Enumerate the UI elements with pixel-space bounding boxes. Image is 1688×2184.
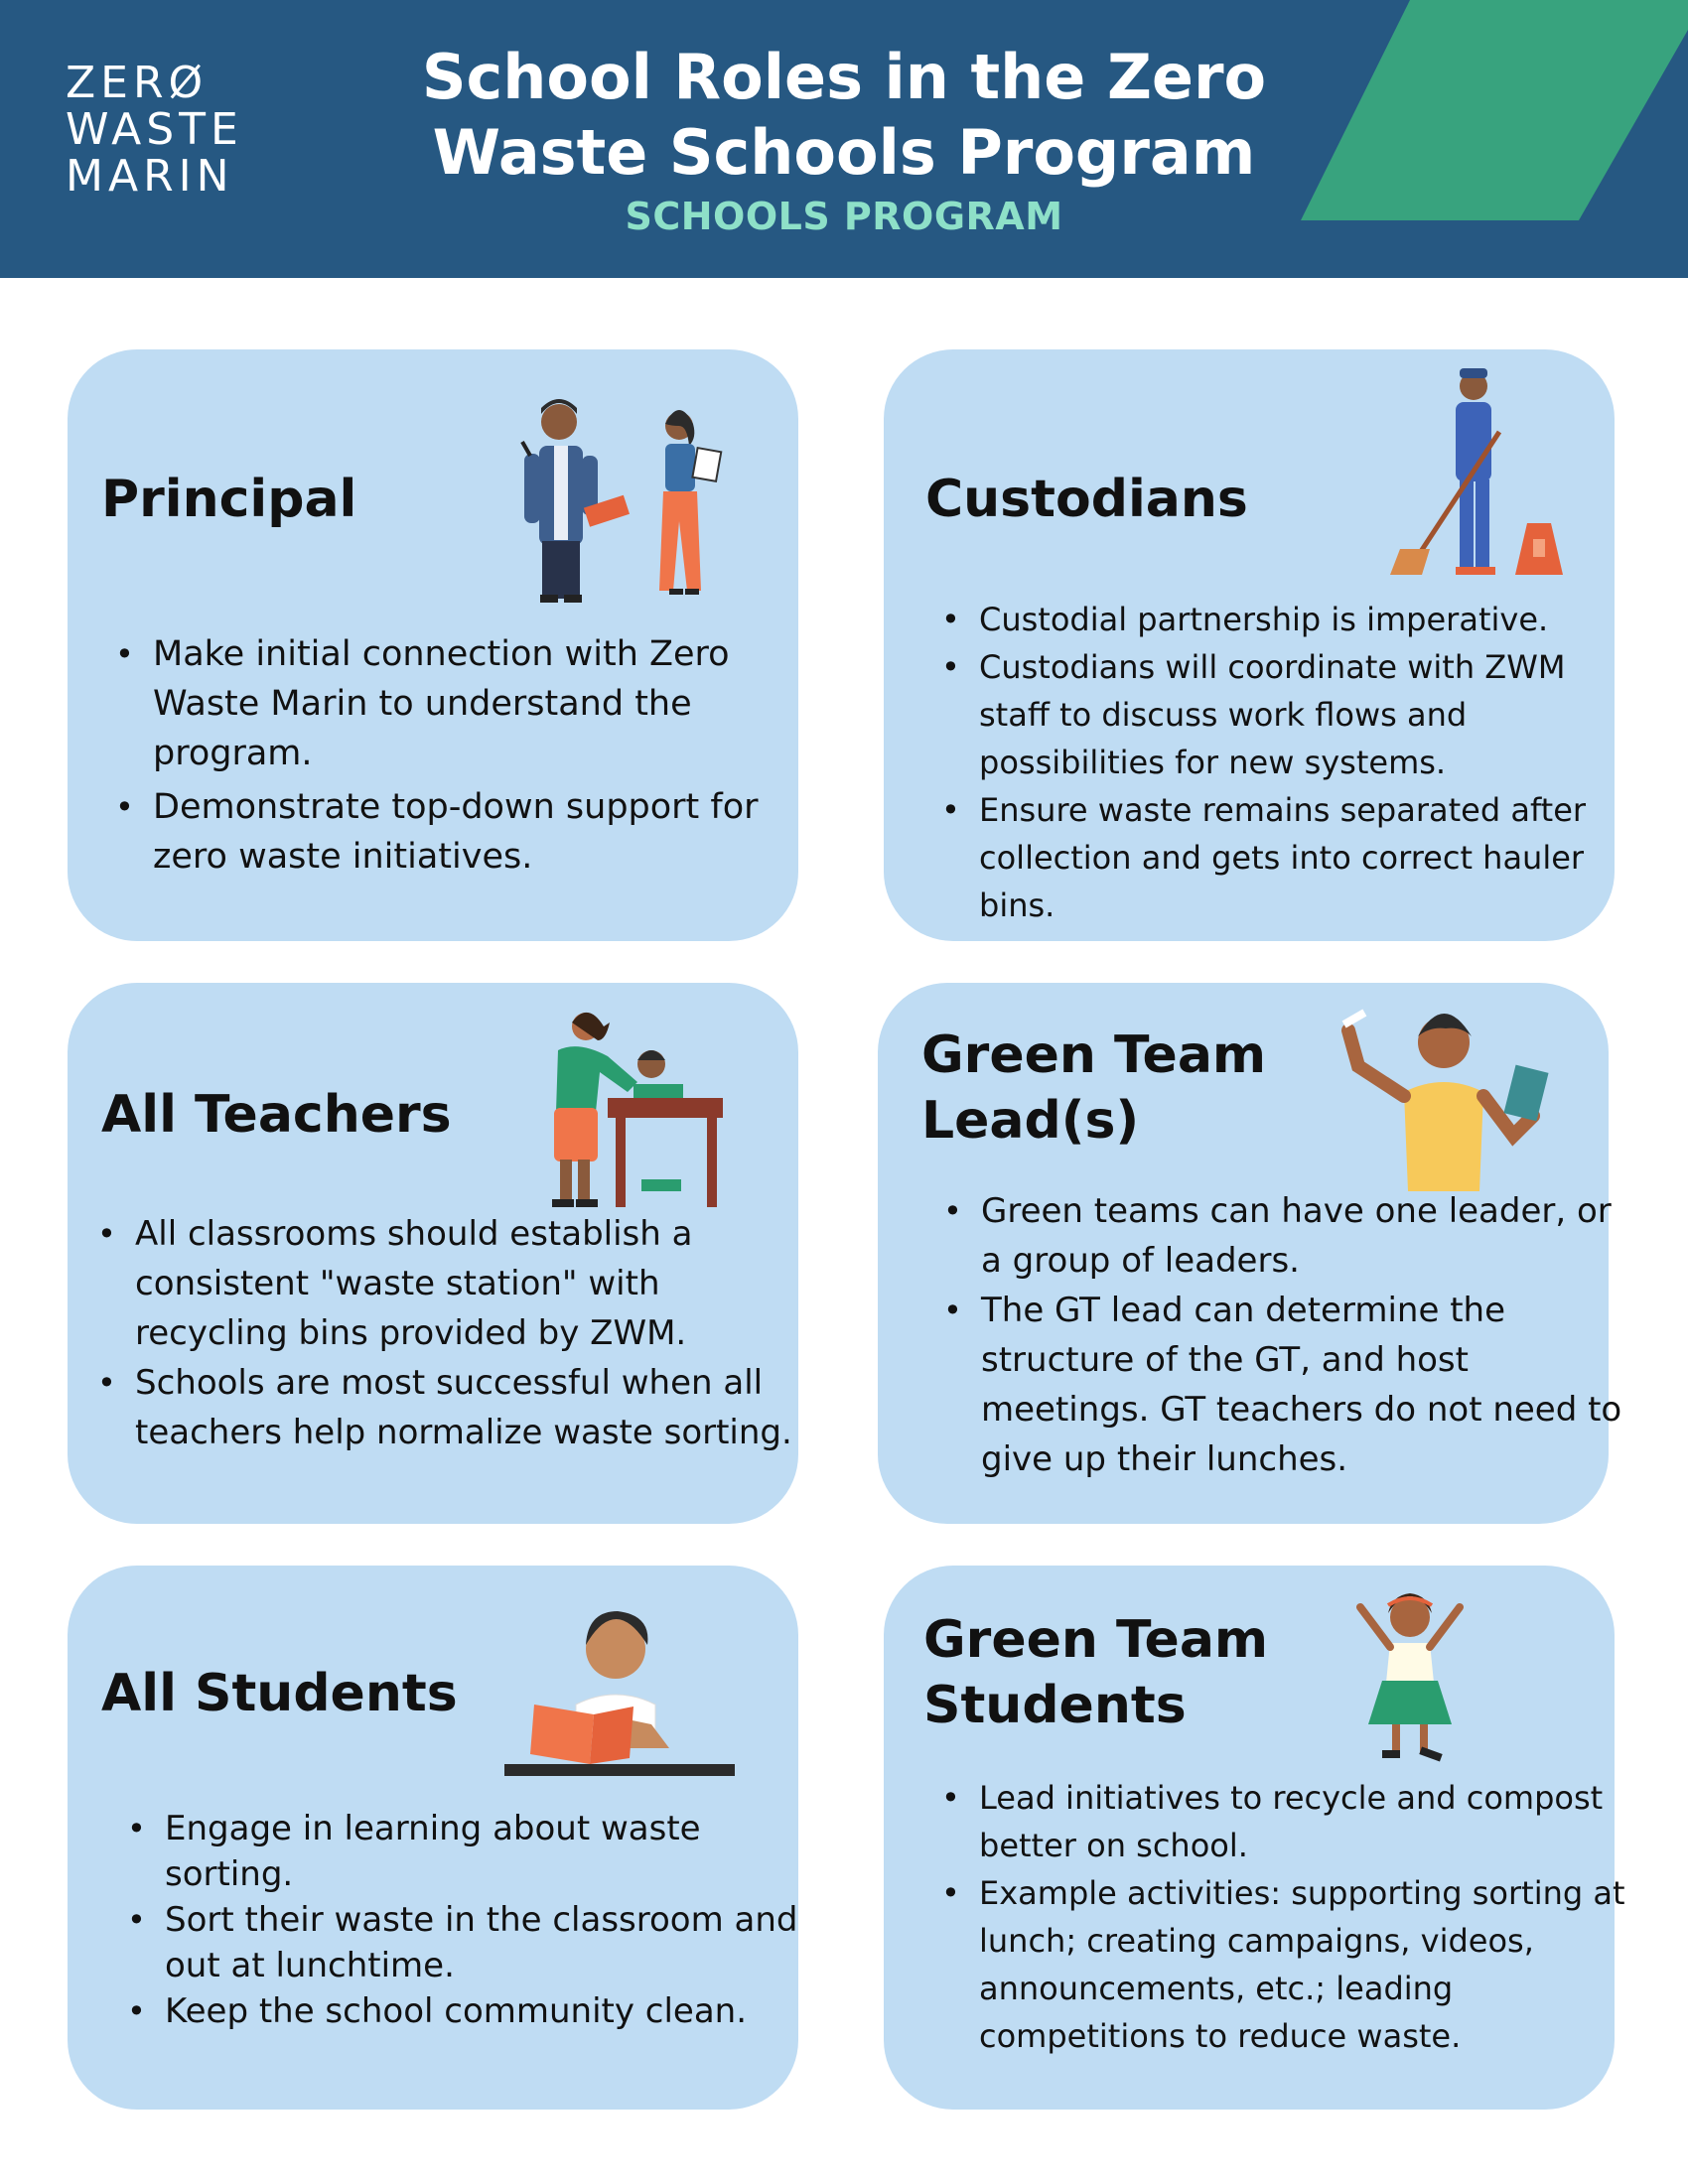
card-title-line-1: Green Team: [923, 1610, 1269, 1670]
logo-line-3: MARIN: [66, 151, 234, 202]
logo-line-1: ZERØ: [66, 58, 209, 108]
list-item: • The GT lead can determine the structure of the GT, and host meetings. GT teachers do not need to give up their lunches.: [981, 1286, 1626, 1484]
teacher-with-book-illustration: [1325, 993, 1563, 1191]
header-banner: [0, 0, 1688, 278]
page-subtitle: SCHOOLS PROGRAM: [625, 195, 1063, 238]
cheering-student-illustration: [1321, 1575, 1499, 1774]
list-item: • Make initial connection with Zero Waste Marin to understand the program.: [153, 629, 798, 778]
title-line-1: School Roles in the Zero: [421, 41, 1267, 113]
card-all-students: [68, 1566, 798, 2110]
list-item: • Green teams can have one leader, or a group of leaders.: [981, 1186, 1626, 1286]
card-custodians: [884, 349, 1615, 941]
zero-waste-marin-logo: [66, 60, 243, 200]
card-title: [923, 1607, 1268, 1738]
logo-line-2: WASTE: [66, 104, 243, 155]
card-title: All Teachers: [101, 1085, 452, 1145]
card-green-team-students: [884, 1566, 1625, 2110]
list-item: • All classrooms should establish a consistent "waste station" with recycling bins provided by ZWM.: [135, 1209, 820, 1358]
card-title: Principal: [101, 470, 357, 529]
card-title-line-2: Students: [923, 1676, 1187, 1735]
card-green-team-leads: [878, 983, 1622, 1524]
card-title: All Students: [101, 1664, 458, 1723]
card-title: [921, 1023, 1266, 1154]
card-title-line-2: Lead(s): [921, 1091, 1140, 1151]
principal-teachers-illustration: [485, 384, 763, 622]
list-item: • Engage in learning about waste sorting.: [165, 1806, 820, 1897]
list-item: • Custodial partnership is imperative.: [979, 596, 1634, 643]
list-item: • Sort their waste in the classroom and out at lunchtime.: [165, 1897, 820, 1988]
card-bullet-list: [939, 596, 1634, 929]
card-all-teachers: [68, 983, 798, 1524]
list-item: • Example activities: supporting sorting at lunch; creating campaigns, videos, announcements, etc.; leading competitions to reduce waste.: [979, 1869, 1638, 2060]
list-item: • Keep the school community clean.: [165, 1988, 820, 2034]
custodian-broom-illustration: [1360, 354, 1599, 593]
list-item: • Schools are most successful when all teachers help normalize waste sorting.: [135, 1358, 820, 1457]
card-bullet-list: [939, 1774, 1638, 2060]
teacher-helping-student-illustration: [524, 1001, 723, 1219]
card-bullet-list: [941, 1186, 1626, 1484]
student-reading-illustration: [504, 1595, 743, 1794]
card-title-line-1: Green Team: [921, 1025, 1267, 1085]
card-bullet-list: [95, 1209, 820, 1457]
list-item: • Demonstrate top-down support for zero waste initiatives.: [153, 782, 798, 882]
card-title: Custodians: [925, 470, 1248, 529]
list-item: • Lead initiatives to recycle and compost better on school.: [979, 1774, 1638, 1869]
title-line-2: Waste Schools Program: [432, 116, 1256, 189]
list-item: • Ensure waste remains separated after collection and gets into correct hauler bins.: [979, 786, 1634, 929]
card-bullet-list: [125, 1806, 820, 2034]
card-principal: [68, 349, 798, 941]
card-bullet-list: [113, 629, 798, 882]
page-title: [377, 40, 1311, 191]
list-item: • Custodians will coordinate with ZWM staff to discuss work flows and possibilities for new systems.: [979, 643, 1634, 786]
